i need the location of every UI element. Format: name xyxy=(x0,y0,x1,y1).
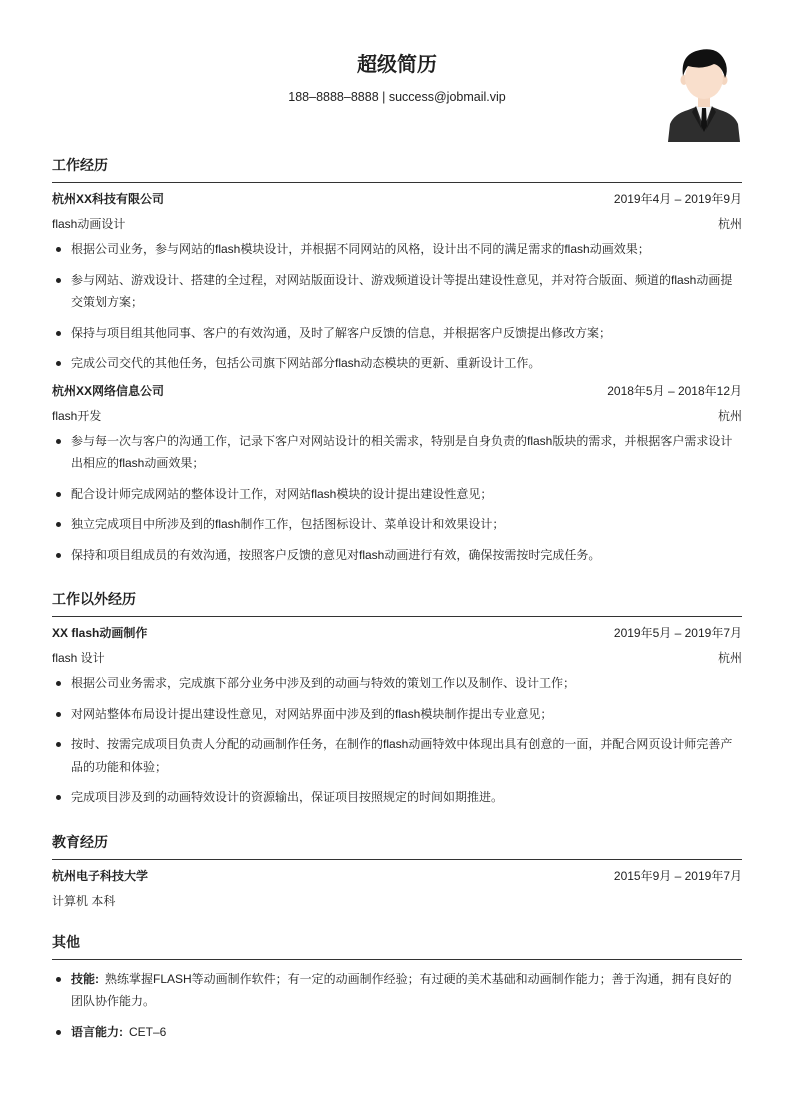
bullet-item: 保持与项目组其他同事、客户的有效沟通，及时了解客户反馈的信息，并根据客户反馈提出修改方案； xyxy=(52,322,742,345)
company-name: XX flash动画制作 xyxy=(52,626,148,640)
education-section xyxy=(52,831,742,909)
degree: 计算机 本科 xyxy=(52,893,116,908)
job-subheader xyxy=(52,216,742,232)
education-date: 2015年9月 – 2019年7月 xyxy=(613,868,742,883)
bullet-item: 保持和项目组成员的有效沟通，按照客户反馈的意见对flash动画进行有效，确保按需按时完成任务。 xyxy=(52,544,742,567)
section-title: 其他 xyxy=(52,931,742,960)
skills-label: 技能: xyxy=(71,971,99,986)
school-name: 杭州电子科技大学 xyxy=(52,868,149,883)
bullet-item: 配合设计师完成网站的整体设计工作，对网站flash模块的设计提出建设性意见； xyxy=(52,483,742,506)
company-name: 杭州XX科技有限公司 xyxy=(52,192,165,206)
job-subheader xyxy=(52,650,742,666)
bullet-item: 独立完成项目中所涉及到的flash制作工作，包括图标设计、菜单设计和效果设计； xyxy=(52,513,742,536)
bullet-item: 根据公司业务需求，完成旗下部分业务中涉及到的动画与特效的策划工作以及制作、设计工作； xyxy=(52,672,742,695)
candidate-name: 超级简历 xyxy=(357,54,437,76)
bullet-item: 参与网站、游戏设计、搭建的全过程，对网站版面设计、游戏频道设计等提出建设性意见，并对符合版面、频道的flash动画提交策划方案； xyxy=(52,269,742,314)
bullet-item: 参与每一次与客户的沟通工作，记录下客户对网站设计的相关需求，特别是自身负责的flash版块的需求，并根据客户需求设计出相应的flash动画效果； xyxy=(52,430,742,475)
bullet-item xyxy=(52,1021,742,1044)
job-role: flash开发 xyxy=(52,408,102,423)
bullet-item: 完成项目涉及到的动画特效设计的资源输出，保证项目按照规定的时间如期推进。 xyxy=(52,786,742,809)
job-header xyxy=(52,191,742,207)
job-bullets xyxy=(52,672,742,809)
job-date: 2018年5月 – 2018年12月 xyxy=(607,383,742,398)
section-title: 教育经历 xyxy=(52,831,742,860)
language-label: 语言能力: xyxy=(71,1024,123,1039)
job-city: 杭州 xyxy=(717,408,742,423)
education-subheader xyxy=(52,893,742,909)
contact-info: 188–8888–8888 | success@jobmail.vip xyxy=(288,90,506,104)
job-entry xyxy=(52,625,742,809)
extra-experience-section xyxy=(52,588,742,809)
job-entry xyxy=(52,191,742,375)
job-entry xyxy=(52,383,742,567)
job-subheader xyxy=(52,408,742,424)
company-name: 杭州XX网络信息公司 xyxy=(52,383,165,398)
bullet-item: 按时、按需完成项目负责人分配的动画制作任务，在制作的flash动画特效中体现出具有创意的一面，并配合网页设计师完善产品的功能和体验； xyxy=(52,733,742,778)
job-role: flash 设计 xyxy=(52,651,105,665)
work-experience-section xyxy=(52,154,742,566)
job-role: flash动画设计 xyxy=(52,217,126,231)
job-city: 杭州 xyxy=(717,651,742,665)
job-date: 2019年4月 – 2019年9月 xyxy=(613,192,742,206)
resume-header xyxy=(0,0,794,150)
language-text: CET–6 xyxy=(129,1024,167,1039)
section-title: 工作以外经历 xyxy=(52,588,742,617)
skills-text: 熟练掌握FLASH等动画制作软件；有一定的动画制作经验；有过硬的美术基础和动画制作能力；善于沟通，拥有良好的团队协作能力。 xyxy=(71,971,732,1008)
bullet-item: 对网站整体布局设计提出建设性意见，对网站界面中涉及到的flash模块制作提出专业意见； xyxy=(52,703,742,726)
job-bullets xyxy=(52,430,742,567)
other-bullets xyxy=(52,968,742,1044)
job-city: 杭州 xyxy=(717,217,742,231)
job-date: 2019年5月 – 2019年7月 xyxy=(613,626,742,640)
resume-content xyxy=(52,154,742,1065)
education-header xyxy=(52,868,742,884)
job-header xyxy=(52,383,742,399)
other-section xyxy=(52,931,742,1044)
section-title: 工作经历 xyxy=(52,154,742,183)
job-bullets xyxy=(52,238,742,375)
bullet-item: 根据公司业务，参与网站的flash模块设计，并根据不同网站的风格，设计出不同的满足需求的flash动画效果； xyxy=(52,238,742,261)
job-header xyxy=(52,625,742,641)
bullet-item xyxy=(52,968,742,1013)
avatar xyxy=(662,42,746,142)
bullet-item: 完成公司交代的其他任务，包括公司旗下网站部分flash动态模块的更新、重新设计工作。 xyxy=(52,352,742,375)
